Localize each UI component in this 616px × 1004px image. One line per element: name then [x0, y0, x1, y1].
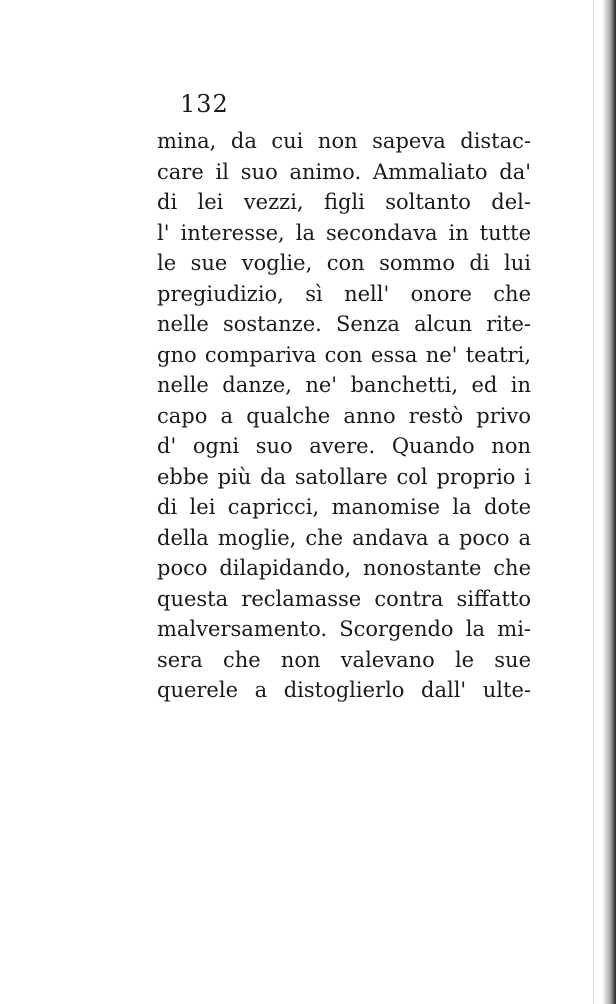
- page-number: 132: [180, 90, 229, 118]
- text-line: mina, da cui non sapeva distac-: [157, 129, 531, 153]
- text-line: di lei capricci, manomise la dote: [157, 495, 531, 519]
- text-line: querele a distoglierlo dall' ulte-: [157, 678, 531, 702]
- body-text: [157, 126, 531, 706]
- text-line: pregiudizio, sì nell' onore che: [157, 281, 531, 306]
- page-edge-line: [593, 0, 594, 1004]
- text-line: nelle sostanze. Senza alcun rite-: [157, 312, 531, 336]
- text-line: nelle danze, ne' banchetti, ed in: [157, 373, 531, 397]
- text-line: care il suo animo. Ammaliato da': [157, 159, 531, 184]
- text-line: della moglie, che andava a poco a: [157, 525, 531, 550]
- text-line: sera che non valevano le sue: [157, 647, 531, 672]
- text-line: questa reclamasse contra siffatto: [157, 586, 531, 611]
- text-line: di lei vezzi, figli soltanto del-: [157, 190, 531, 214]
- text-line: l' interesse, la secondava in tutte: [157, 220, 531, 245]
- text-line: ebbe più da satollare col proprio i: [157, 464, 531, 489]
- text-line: poco dilapidando, nonostante che: [157, 556, 531, 580]
- scan-edge-shadow: [602, 0, 616, 1004]
- text-line: capo a qualche anno restò privo: [157, 403, 531, 428]
- text-line: le sue voglie, con sommo di lui: [157, 251, 531, 275]
- text-line: malversamento. Scorgendo la mi-: [157, 617, 531, 641]
- text-line: d' ogni suo avere. Quando non: [157, 434, 531, 458]
- text-line: gno compariva con essa ne' teatri,: [157, 342, 531, 367]
